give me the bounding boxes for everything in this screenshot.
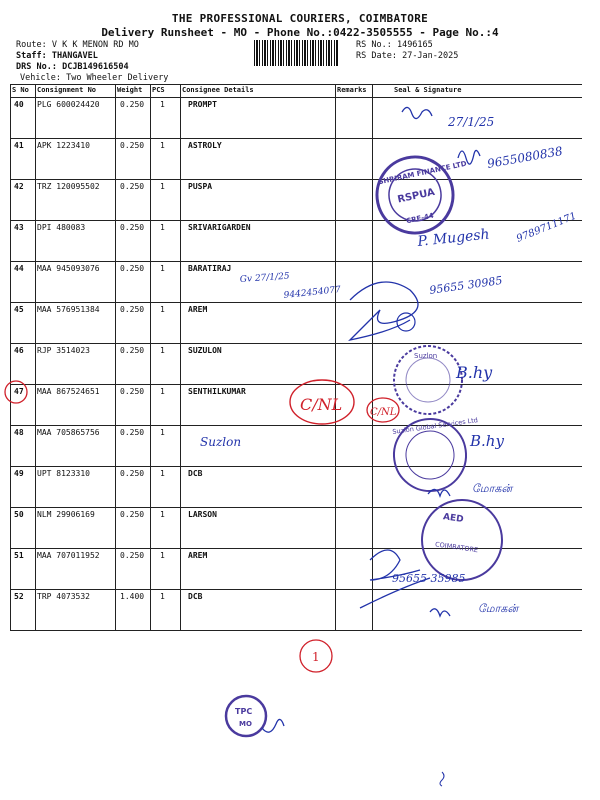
col-header-sno: S No	[12, 86, 29, 94]
cell-pcs: 1	[160, 510, 165, 519]
handwritten-name: P. Mugesh	[416, 226, 491, 250]
handwritten-tamil: மோகன்	[478, 602, 519, 615]
handwritten-phone: 9655080838	[486, 143, 564, 171]
drs-label: DRS No.:	[16, 62, 57, 72]
shriram-stamp	[370, 146, 479, 240]
cell-pcs: 1	[160, 592, 165, 601]
cell-consignment-no: DPI 480083	[37, 223, 86, 232]
cell-weight: 0.250	[120, 346, 145, 355]
cell-weight: 0.250	[120, 551, 145, 560]
staff-value: THANGAVEL	[51, 51, 98, 61]
suzlon-stamp-text: Suzlon Global Services Ltd	[391, 416, 479, 436]
cell-consignment-no: APK 1223410	[37, 141, 90, 150]
cell-weight: 0.250	[120, 223, 145, 232]
col-header-remarks: Remarks	[337, 86, 367, 94]
cell-weight: 0.250	[120, 182, 145, 191]
cell-consignment-no: UPT 8123310	[37, 469, 90, 478]
cell-pcs: 1	[160, 141, 165, 150]
handwritten-phone: 95655 30985	[428, 273, 504, 297]
rs-date-value: 27-Jan-2025	[402, 51, 459, 61]
tpc-stamp-text: TPC	[235, 707, 253, 716]
cell-sno: 49	[14, 469, 24, 478]
cell-consignee: SUZULON	[188, 346, 222, 355]
company-title: THE PROFESSIONAL COURIERS, COIMBATORE	[171, 12, 429, 25]
cell-pcs: 1	[160, 182, 165, 191]
cell-consignee: PROMPT	[188, 100, 217, 109]
drs-value: DCJB149616504	[62, 62, 129, 72]
cell-sno: 46	[14, 346, 24, 355]
signature-scribble	[430, 609, 450, 616]
cell-pcs: 1	[160, 223, 165, 232]
rs-no-label: RS No.:	[356, 40, 392, 50]
cell-pcs: 1	[160, 551, 165, 560]
cell-pcs: 1	[160, 264, 165, 273]
cell-pcs: 1	[160, 100, 165, 109]
cell-consignment-no: TRZ 120095502	[37, 182, 100, 191]
cell-consignment-no: MAA 576951384	[37, 305, 100, 314]
aed-stamp-city: COIMBATORE	[434, 540, 479, 555]
cell-weight: 0.250	[120, 100, 145, 109]
cell-consignment-no: MAA 707011952	[37, 551, 100, 560]
cell-sno: 52	[14, 592, 24, 601]
route-label: Route:	[16, 40, 47, 50]
cell-consignee: ASTROLY	[188, 141, 222, 150]
red-cnl-text: C/NL	[300, 395, 343, 414]
suzlon-stamp-text: Suzlon	[414, 352, 438, 360]
tpc-stamp-code: MO	[239, 720, 252, 728]
cell-consignment-no: NLM 29906169	[37, 510, 95, 519]
handwritten-phone: 9789711171	[515, 210, 579, 245]
cell-sno: 51	[14, 551, 24, 560]
handwritten-date: Gv 27/1/25	[239, 271, 290, 285]
cell-consignee: LARSON	[188, 510, 217, 519]
col-header-consignment: Consignment No	[37, 86, 97, 94]
cell-consignee: BARATIRAJ	[188, 264, 232, 273]
handwritten-initials: B.hy	[470, 432, 504, 450]
cell-consignee: AREM	[188, 305, 208, 314]
pen-mark	[440, 772, 444, 786]
cell-pcs: 1	[160, 428, 165, 437]
tpc-stamp	[226, 696, 266, 736]
cell-sno: 50	[14, 510, 24, 519]
cell-sno: 40	[14, 100, 24, 109]
col-header-pcs: PCS	[152, 86, 165, 94]
shriram-stamp-bottom: CRE-44	[405, 211, 435, 226]
red-cnl-text: C/NL	[370, 407, 397, 418]
cell-sno: 42	[14, 182, 24, 191]
cell-sno: 44	[14, 264, 24, 273]
cell-weight: 0.250	[120, 387, 145, 396]
handwritten-date: 27/1/25	[448, 115, 495, 129]
cell-consignment-no: TRP 4073532	[37, 592, 90, 601]
cell-sno: 43	[14, 223, 24, 232]
staff-label: Staff:	[16, 51, 47, 61]
cell-weight: 0.250	[120, 264, 145, 273]
signature-scribble	[402, 107, 432, 118]
cell-weight: 0.250	[120, 305, 145, 314]
cell-weight: 0.250	[120, 428, 145, 437]
cell-consignee: AREM	[188, 551, 208, 560]
cell-weight: 0.250	[120, 510, 145, 519]
cell-consignee: SRIVARIGARDEN	[188, 223, 251, 232]
cell-consignee: DCB	[188, 469, 203, 478]
col-header-seal: Seal & Signature	[394, 86, 462, 94]
col-header-weight: Weight	[117, 86, 143, 94]
cell-consignee: DCB	[188, 592, 203, 601]
cell-sno: 41	[14, 141, 24, 150]
cell-pcs: 1	[160, 305, 165, 314]
route-value: V K K MENON RD MO	[51, 40, 139, 50]
cell-consignment-no: MAA 945093076	[37, 264, 100, 273]
handwritten-phone: 9442454077	[283, 285, 342, 301]
runsheet-subtitle: Delivery Runsheet - MO - Phone No.:0422-3505555 - Page No.:4	[101, 26, 499, 39]
handwritten-tamil: மோகன்	[472, 482, 513, 495]
red-circle-number: 1	[312, 650, 320, 664]
cell-weight: 1.400	[120, 592, 145, 601]
cell-pcs: 1	[160, 346, 165, 355]
rs-date-label: RS Date:	[356, 51, 397, 61]
handwritten-phone: 95655 35985	[392, 572, 466, 585]
cell-pcs: 1	[160, 387, 165, 396]
shriram-stamp-text: SHRIRAM FINANCE LTD	[377, 159, 468, 187]
handwritten-initials: B.hy	[456, 363, 493, 382]
vehicle-label: Vehicle:	[20, 73, 61, 83]
cell-consignment-no: MAA 867524651	[37, 387, 100, 396]
handwritten-name: Suzlon	[200, 435, 242, 449]
cell-weight: 0.250	[120, 469, 145, 478]
cell-consignment-no: PLG 600024420	[37, 100, 100, 109]
red-circle-mark	[5, 381, 27, 403]
shriram-stamp-code: RSPUA	[396, 186, 436, 206]
vehicle-value: Two Wheeler Delivery	[66, 73, 169, 83]
suzlon-stamp	[394, 346, 462, 414]
col-header-consignee: Consignee Details	[182, 86, 254, 94]
cell-consignee: SENTHILKUMAR	[188, 387, 246, 396]
cell-consignment-no: RJP 3514023	[37, 346, 90, 355]
cell-sno: 47	[14, 387, 24, 396]
cell-sno: 48	[14, 428, 24, 437]
cell-consignment-no: MAA 705865756	[37, 428, 100, 437]
cell-consignee: PUSPA	[188, 182, 213, 191]
rs-no-value: 1496165	[396, 40, 433, 50]
aed-stamp-text: AED	[442, 512, 465, 525]
cell-pcs: 1	[160, 469, 165, 478]
cell-sno: 45	[14, 305, 24, 314]
cell-weight: 0.250	[120, 141, 145, 150]
